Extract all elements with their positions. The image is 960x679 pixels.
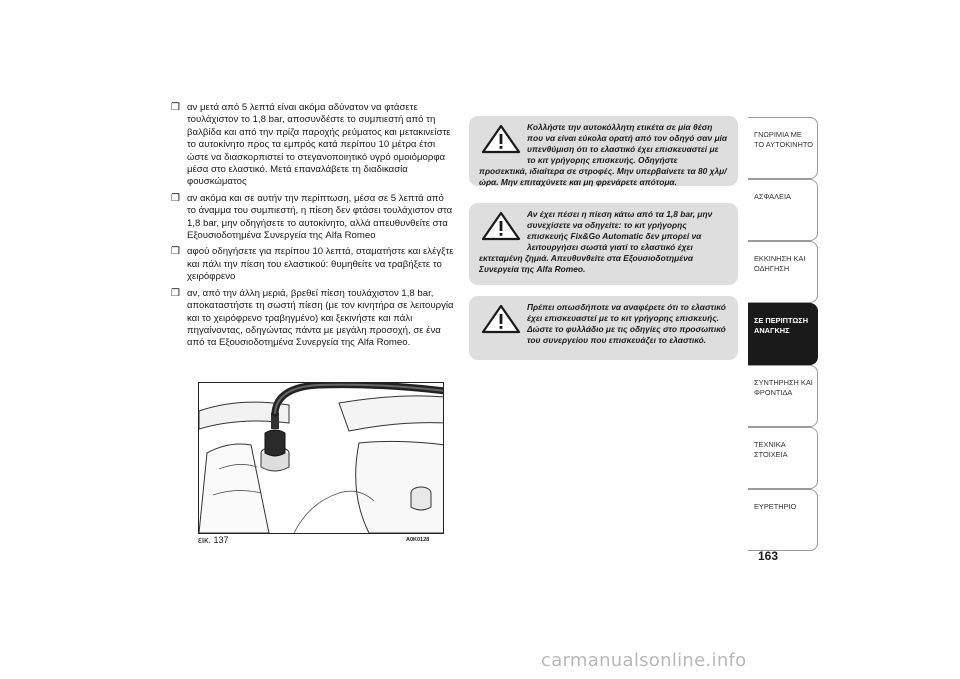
checkbox-bullet-icon: ❒ (171, 102, 180, 113)
bullet-item (171, 246, 455, 283)
page-number: 163 (758, 549, 779, 563)
checkbox-bullet-icon: ❒ (171, 246, 180, 258)
bullet-item (171, 288, 455, 350)
bullet-text: αν ακόμα και σε αυτήν την περίπτωση, μέσα σε 5 λεπτά από το άναμμα του συμπιεστή, η πίεση δεν φτάσει τουλάχιστον στα 1,8 bar, μην οδηγήσετε το αυτοκίνητο, αλλά απευθυνθείτε στα Εξουσιοδοτημένα Συνεργεία της Alfa Romeo (187, 192, 453, 242)
bullet-text: αν, από την άλλη μεριά, βρεθεί πίεση τουλάχιστον 1,8 bar, αποκαταστήστε τη σωστή πίεση (με τον κινητήρα σε λειτουργία και το χειρόφρενο τραβηγμένο) και ξεκινήστε και πάλι πηγαίνοντας, οδηγώντας πάντα με μεγάλη προσοχή, σε ένα από τα Εξουσιοδοτημένα Συνεργεία της Alfa Romeo. (187, 287, 454, 349)
warning-box (469, 116, 738, 186)
figure-code: A0K0128 (406, 537, 430, 543)
figure-illustration (198, 382, 444, 534)
warning-triangle-icon (481, 211, 521, 241)
warning-triangle-icon (481, 124, 521, 154)
tab-index[interactable]: ΕΥΡΕΤΗΡΙΟ (748, 489, 818, 551)
bullet-text: αφού οδηγήσετε για περίπου 10 λεπτά, σταματήστε και ελέγξτε και πάλι την πίεση του ελαστικού: θυμηθείτε να τραβήξετε το χειρόφρενο (187, 246, 454, 283)
figure-caption: εικ. 137 (198, 535, 229, 545)
compressor-plug-illustration (199, 383, 444, 534)
watermark: carmanualsonline.info (541, 650, 747, 671)
chapter-tabs (748, 117, 818, 551)
checkbox-bullet-icon: ❒ (171, 287, 180, 299)
tab-safety[interactable]: ΑΣΦΑΛΕΙΑ (748, 179, 818, 241)
warning-text: Πρέπει οπωσδήποτε να αναφέρετε ότι το ελαστικό έχει επισκευαστεί με το κιτ γρήγορης επισκευής. Δώστε το φυλλάδιο με τις οδηγίες στο προσωπικό του συνεργείου που επισκευάζει το ελαστικό. (527, 302, 726, 345)
tab-maintenance[interactable]: ΣΥΝΤΗΡΗΣΗ ΚΑΙ ΦΡΟΝΤΙΔΑ (748, 365, 818, 427)
instruction-list (171, 102, 455, 354)
bullet-text: αν μετά από 5 λεπτά είναι ακόμα αδύνατον να φτάσετε τουλάχιστον το 1,8 bar, αποσυνδέστε το συμπιεστή από τη βαλβίδα και από την πρίζα παροχής ρεύματος και μετακινείστε το αυτοκίνητο προς τα εμπρός κατά περίπου 10 μέτρα έτσι ώστε να διασκορπιστεί το στεγανοποιητικό υγρό ομοιόμορφα μέσα στο ελαστικό. Μετά επαναλάβετε τη διαδικασία φουσκώματος (187, 102, 451, 188)
warning-text: Αν έχει πέσει η πίεση κάτω από τα 1,8 bar, μην συνεχίσετε να οδηγείτε: το κιτ γρήγορης επισκευής Fix&Go Automatic δεν μπορεί να λειτουργήσει σωστά γιατί το ελαστικό έχει εκτεταμένη ζημιά. Απευθυνθείτε στα Εξουσιοδοτημένα Συνεργεία της Alfa Romeo. (479, 209, 713, 274)
warning-box (469, 296, 738, 360)
tab-getting-to-know[interactable]: ΓΝΩΡΙΜΙΑ ΜΕ ΤΟ ΑΥΤΟΚΙΝΗΤΟ (748, 117, 818, 179)
tab-technical-data[interactable]: ΤΕΧΝΙΚΑ ΣΤΟΙΧΕΙΑ (748, 427, 818, 489)
tab-starting-driving[interactable]: ΕΚΚΙΝΗΣΗ ΚΑΙ ΟΔΗΓΗΣΗ (748, 241, 818, 303)
warning-triangle-icon (481, 304, 521, 334)
warning-box (469, 203, 738, 285)
bullet-item (171, 193, 455, 243)
warning-text: Κολλήστε την αυτοκόλλητη ετικέτα σε μία θέση που να είναι εύκολα ορατή από τον οδηγό σαν μία υπενθύμιση ότι το ελαστικό έχει επισκευαστεί με το κιτ γρήγορης επισκευής. Οδηγήστε προσεκτικά, ιδιαίτερα σε στροφές. Μην υπερβαίνετε τα 80 χλμ/ώρα. Μην επιταχύνετε και μη φρενάρετε απότομα. (479, 122, 728, 187)
checkbox-bullet-icon: ❒ (171, 192, 180, 204)
bullet-item (171, 102, 455, 189)
tab-emergency[interactable]: ΣΕ ΠΕΡΙΠΤΩΣΗ ΑΝΑΓΚΗΣ (748, 303, 818, 365)
